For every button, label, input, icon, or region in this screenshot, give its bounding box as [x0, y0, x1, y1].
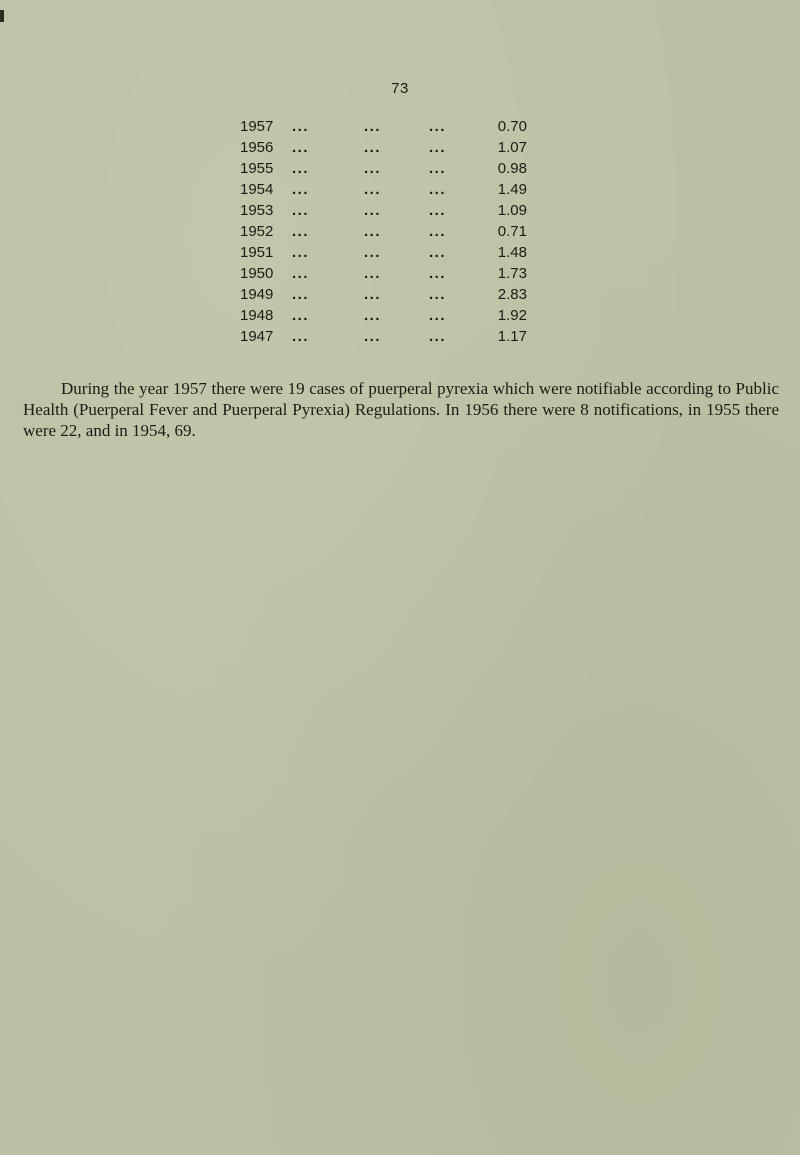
year-cell: 1950	[240, 265, 274, 282]
rate-cell: 1.48	[497, 244, 527, 261]
year-cell: 1957	[240, 118, 274, 135]
dot-leader: ...	[429, 244, 447, 261]
dot-leader: ...	[364, 244, 382, 261]
dot-leader: ...	[292, 202, 310, 219]
dot-leader: ...	[292, 223, 310, 240]
dot-leader: ...	[429, 181, 447, 198]
dot-leader: ...	[292, 265, 310, 282]
year-cell: 1949	[240, 286, 274, 303]
page-number: 73	[391, 80, 409, 97]
margin-mark	[0, 10, 4, 22]
dot-leader: ...	[292, 328, 310, 345]
dot-leader: ...	[364, 223, 382, 240]
year-cell: 1947	[240, 328, 274, 345]
dot-leader: ...	[429, 307, 447, 324]
table-row	[240, 200, 540, 221]
dot-leader: ...	[429, 265, 447, 282]
year-cell: 1956	[240, 139, 274, 156]
dot-leader: ...	[429, 328, 447, 345]
table-row	[240, 305, 540, 326]
dot-leader: ...	[364, 307, 382, 324]
year-cell: 1951	[240, 244, 274, 261]
rate-cell: 1.92	[497, 307, 527, 324]
dot-leader: ...	[292, 118, 310, 135]
rate-cell: 1.07	[497, 139, 527, 156]
dot-leader: ...	[429, 286, 447, 303]
dot-leader: ...	[364, 202, 382, 219]
table-row	[240, 326, 540, 347]
year-cell: 1954	[240, 181, 274, 198]
dot-leader: ...	[364, 181, 382, 198]
dot-leader: ...	[292, 160, 310, 177]
table-row	[240, 116, 540, 137]
rate-cell: 0.70	[497, 118, 527, 135]
table-row	[240, 179, 540, 200]
table-row	[240, 284, 540, 305]
table-row	[240, 242, 540, 263]
dot-leader: ...	[292, 181, 310, 198]
year-cell: 1952	[240, 223, 274, 240]
dot-leader: ...	[292, 244, 310, 261]
year-cell: 1955	[240, 160, 274, 177]
dot-leader: ...	[429, 202, 447, 219]
table-row	[240, 263, 540, 284]
rate-cell: 0.98	[497, 160, 527, 177]
year-cell: 1948	[240, 307, 274, 324]
dot-leader: ...	[429, 223, 447, 240]
year-cell: 1953	[240, 202, 274, 219]
dot-leader: ...	[429, 118, 447, 135]
table-row	[240, 158, 540, 179]
rate-cell: 0.71	[497, 223, 527, 240]
dot-leader: ...	[364, 265, 382, 282]
dot-leader: ...	[429, 160, 447, 177]
dot-leader: ...	[292, 307, 310, 324]
dot-leader: ...	[292, 286, 310, 303]
rate-cell: 1.17	[497, 328, 527, 345]
rate-cell: 2.83	[497, 286, 527, 303]
rate-cell: 1.73	[497, 265, 527, 282]
dot-leader: ...	[364, 139, 382, 156]
dot-leader: ...	[364, 118, 382, 135]
dot-leader: ...	[429, 139, 447, 156]
table-row	[240, 137, 540, 158]
dot-leader: ...	[292, 139, 310, 156]
dot-leader: ...	[364, 286, 382, 303]
dot-leader: ...	[364, 328, 382, 345]
rate-cell: 1.09	[497, 202, 527, 219]
table-row	[240, 221, 540, 242]
rate-cell: 1.49	[497, 181, 527, 198]
dot-leader: ...	[364, 160, 382, 177]
rate-table	[240, 116, 540, 347]
body-paragraph: During the year 1957 there were 19 cases of puerperal pyrexia which were notifiable according to Public Health (Puerperal Fever and Puerperal Pyrexia) Regulations. In 1956 there were 8 notifications, in 1955 there were 22, and in 1954, 69.	[23, 379, 779, 440]
